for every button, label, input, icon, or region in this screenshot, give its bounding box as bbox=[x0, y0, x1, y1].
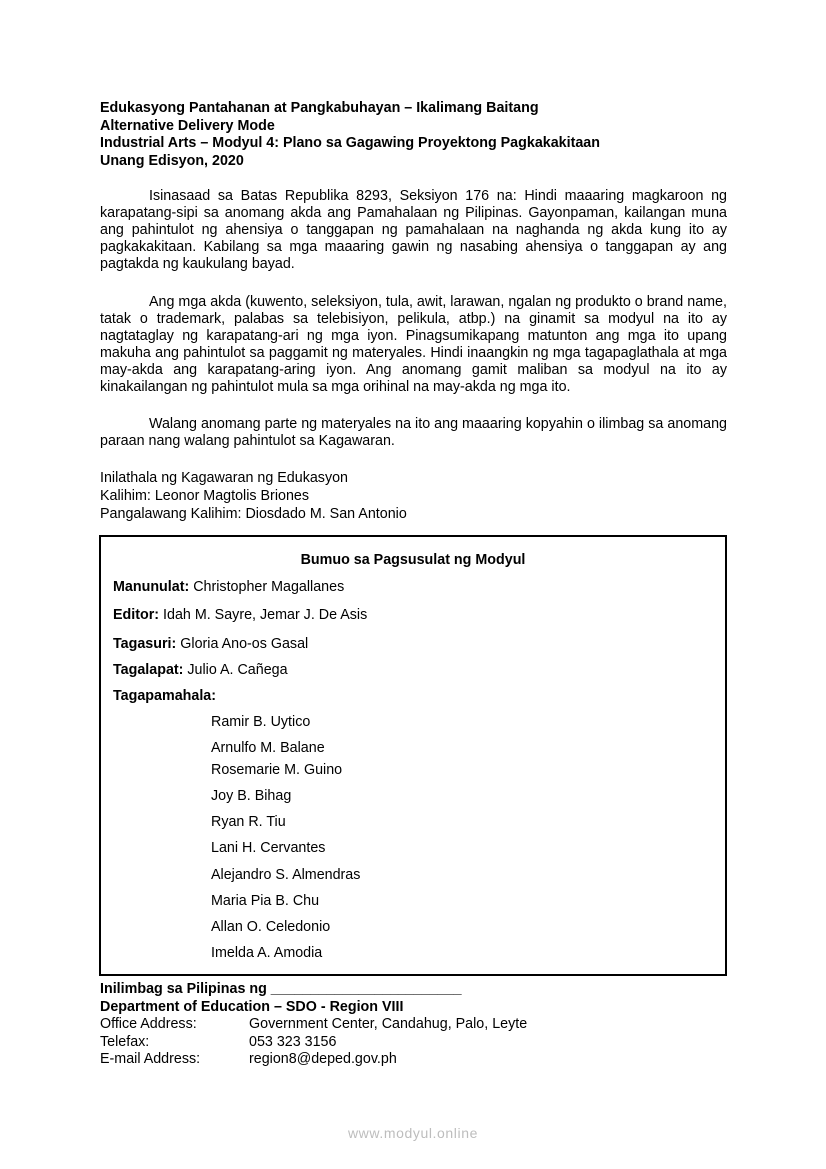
manager-name: Allan O. Celedonio bbox=[211, 919, 331, 935]
editor-names: Idah M. Sayre, Jemar J. De Asis bbox=[159, 607, 368, 623]
writer-row bbox=[113, 579, 344, 595]
header-title: Edukasyong Pantahanan at Pangkabuhayan – Ikalimang Baitang bbox=[100, 100, 539, 116]
illustrator-label: Tagalapat: bbox=[113, 662, 184, 678]
reviewer-row bbox=[113, 636, 308, 652]
writer-name: Christopher Magallanes bbox=[189, 579, 345, 595]
copyright-paragraph-1: Isinasaad sa Batas Republika 8293, Seksiyon 176 na: Hindi maaaring magkaroon ng karapatang-sipi sa anomang akda ang Pamahalaan ng Pilipinas. Gayonpaman, kailangan muna ang pahintulot ng ahensiya o tanggapan ng pamahalaan na naghanda ng akda kung ito ay pagkakakitaan. Kabilang sa mga maaaring gawin ng nasabing ahensiya o tanggapan ay ang pagtakda ng kaukulang bayad. bbox=[100, 188, 727, 272]
manager-name: Alejandro S. Almendras bbox=[211, 867, 361, 883]
reviewer-label: Tagasuri: bbox=[113, 636, 177, 652]
office-label: Office Address: bbox=[100, 1016, 197, 1032]
footer-block bbox=[100, 981, 527, 1069]
module-team-box bbox=[99, 535, 727, 976]
undersecretary-line: Pangalawang Kalihim: Diosdado M. San Antonio bbox=[100, 505, 407, 522]
manager-name: Arnulfo M. Balane bbox=[211, 740, 325, 756]
illustrator-row bbox=[113, 662, 288, 678]
department-line: Department of Education – SDO - Region VIII bbox=[100, 998, 404, 1015]
telefax-label: Telefax: bbox=[100, 1033, 150, 1050]
header-edition: Unang Edisyon, 2020 bbox=[100, 152, 244, 169]
copyright-paragraph-2: Ang mga akda (kuwento, seleksiyon, tula, awit, larawan, ngalan ng produkto o brand name, tatak o trademark, palabas sa telebisiyon, pelikula, atbp.) na ginamit sa modyul na ito ay nagtataglay ng karapatang-ari ng mga iyon. Pinagsumikapang matunton ang mga ito upang makuha ang pahintulot sa paggamit ng materyales. Hindi inaangkin ng mga tagapaglathala at mga may-akda ang karapatang-aring iyon. Ang anomang gamit maliban sa modyul na ito ay kinakailangan ng pahintulot mula sa mga orihinal na may-akda ng mga ito. bbox=[100, 294, 727, 395]
editor-row bbox=[113, 607, 367, 623]
managers-row bbox=[113, 688, 216, 704]
email-label: E-mail Address: bbox=[100, 1051, 201, 1067]
email-address: region8@deped.gov.ph bbox=[249, 1051, 397, 1067]
publisher-block bbox=[100, 470, 407, 523]
manager-name: Ryan R. Tiu bbox=[211, 814, 286, 830]
office-row bbox=[100, 1016, 527, 1034]
watermark: www.modyul.online bbox=[347, 1125, 479, 1141]
office-address: Government Center, Candahug, Palo, Leyte bbox=[249, 1016, 528, 1032]
document-header bbox=[100, 100, 740, 170]
telefax-row bbox=[100, 1034, 527, 1052]
header-mode: Alternative Delivery Mode bbox=[100, 117, 275, 134]
reviewer-name: Gloria Ano-os Gasal bbox=[176, 636, 309, 652]
printed-line: Inilimbag sa Pilipinas ng ________________________ bbox=[100, 981, 462, 997]
secretary-line: Kalihim: Leonor Magtolis Briones bbox=[100, 487, 309, 504]
email-row bbox=[100, 1051, 527, 1069]
writer-label: Manunulat: bbox=[113, 579, 190, 595]
box-title: Bumuo sa Pagsusulat ng Modyul bbox=[300, 552, 526, 568]
manager-name: Rosemarie M. Guino bbox=[211, 762, 343, 778]
manager-name: Ramir B. Uytico bbox=[211, 714, 311, 730]
telefax-number: 053 323 3156 bbox=[249, 1033, 337, 1050]
illustrator-name: Julio A. Cañega bbox=[183, 662, 288, 678]
editor-label: Editor: bbox=[113, 607, 160, 623]
header-module: Industrial Arts – Modyul 4: Plano sa Gagawing Proyektong Pagkakakitaan bbox=[100, 135, 600, 151]
manager-name: Joy B. Bihag bbox=[211, 788, 292, 804]
copyright-paragraph-3: Walang anomang parte ng materyales na ito ang maaaring kopyahin o ilimbag sa anomang paraan nang walang pahintulot sa Kagawaran. bbox=[100, 416, 727, 449]
manager-name: Lani H. Cervantes bbox=[211, 840, 326, 856]
publisher-line: Inilathala ng Kagawaran ng Edukasyon bbox=[100, 470, 348, 486]
manager-name: Maria Pia B. Chu bbox=[211, 893, 320, 909]
manager-name: Imelda A. Amodia bbox=[211, 945, 323, 961]
managers-label: Tagapamahala: bbox=[113, 688, 217, 704]
